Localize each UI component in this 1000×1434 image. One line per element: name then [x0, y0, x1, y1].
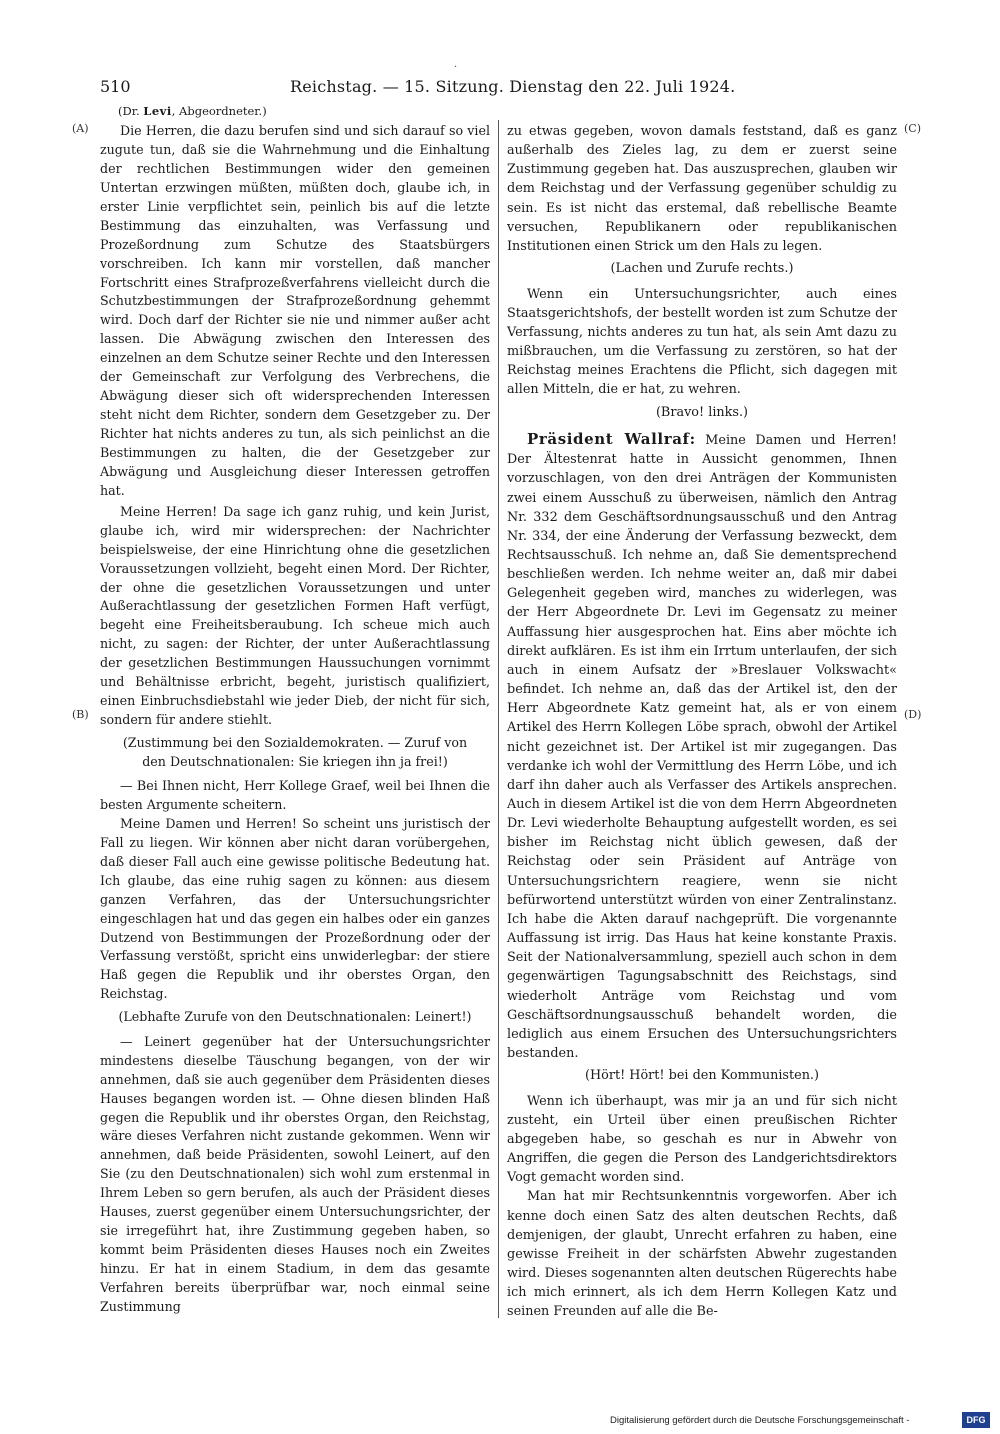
paragraph: Wenn ich überhaupt, was mir ja an und für sich nicht zusteht, ein Urteil über einen preußischen Richter abgegeben habe, so geschah es nur in Abwehr von Angriffen, die gegen die Person des Landgerichtsdirektors Vogt gemacht worden sind.	[507, 1093, 897, 1186]
running-title: Reichstag. — 15. Sitzung. Dienstag den 22. Juli 1924.	[290, 77, 736, 96]
scan-speck: ·	[454, 62, 458, 73]
continued-speaker-label	[118, 103, 267, 119]
interjection: (Lebhafte Zurufe von den Deutschnationalen: Leinert!)	[118, 1009, 472, 1025]
interjection: (Lachen und Zurufe rechts.)	[610, 261, 794, 277]
right-column	[507, 122, 897, 1322]
margin-marker-a: (A)	[72, 122, 89, 135]
interjection: (Hört! Hört! bei den Kommunisten.)	[584, 1068, 819, 1084]
paragraph: Die Herren, die dazu berufen sind und sich darauf so viel zugute tun, daß sie die Wahrnehmung und die Einhaltung der rechtlichen Bestimmungen wider den gemeinen Untertan erzwingen müßten, müßten doch, glaube ich, in erster Linie verpflichtet sein, peinlich bis auf die letzte Bestimmung das einzuhalten, was Verfassung und Prozeßordnung zum Schutze des Staatsbürgers vorschreiben. Ich kann mir vorstellen, daß mancher Fortschritt eines Strafprozeßverfahrens vielleicht durch die Schutzbestimmungen der Strafprozeßordnung gehemmt wird. Doch darf der Richter sie nie und nimmer außer acht lassen. Die Abwägung zwischen den Interessen des einzelnen an dem Schutze seiner Rechte und den Interessen der Gemeinschaft zur Verfolgung des Verbrechens, die Abwägung dieser sich oft widersprechenden Interessen steht nicht dem Richter, sondern dem Gesetzgeber zu. Der Richter hat nichts anderes zu tun, als sich peinlichst an die Bestimmungen zu halten, die der Gesetzgeber zur Abwägung und Ausgleichung dieser Interessen getroffen hat.	[100, 123, 490, 498]
paragraph: — Bei Ihnen nicht, Herr Kollege Graef, weil bei Ihnen die besten Argumente scheitern.	[100, 778, 490, 812]
page-number: 510	[100, 77, 131, 96]
paragraph: — Leinert gegenüber hat der Untersuchungsrichter mindestens dieselbe Täuschung begangen, von der wir annehmen, daß sie auch gegenüber dem Präsidenten dieses Hauses begangen worden ist. — Ohne diesen blinden Haß gegen die Republik und ihr oberstes Organ, den Reichstag, wäre dieses Verfahren nicht zustande gekommen. Wenn wir annehmen, daß beide Präsidenten, sowohl Leinert, auf den Sie (zu den Deutschnationalen) sich wohl zum erstenmal in Ihrem Leben so gern berufen, als auch der Präsident dieses Hauses, zuerst gegenüber einem Untersuchungsrichter, der sie irregeführt hat, ihre Zustimmung gegeben haben, so kommt beim Präsidenten dieses Hauses noch ein Zweites hinzu. Er hat in einem Stadium, in dem das gesamte Verfahren bereits überprüfbar war, noch einmal seine Zustimmung	[100, 1033, 490, 1314]
paragraph: Man hat mir Rechtsunkenntnis vorgeworfen. Aber ich kenne doch einen Satz des alten deutschen Rechts, daß demjenigen, der glaubt, Unrecht erfahren zu haben, eine gewisse Freiheit in der schärfsten Abwehr zugestanden wird. Dieses sogenannten alten deutschen Rügerechts habe ich mich erinnert, als ich dem Herrn Kollegen Katz und seinen Freunden auf alle die Be-	[507, 1189, 897, 1320]
speaker-prefix: (Dr.	[118, 104, 144, 118]
paragraph: Meine Herren! Da sage ich ganz ruhig, und kein Jurist, glaube ich, wird mir widersprechen: der Nachrichter beispielsweise, der eine Hinrichtung ohne die gesetzlichen Voraussetzungen vollzieht, begeht einen Mord. Der Richter, der ohne die gesetzlichen Voraussetzungen und unter Außerachtlassung der gesetzlichen Formen Haft verfügt, begeht eine Freiheitsberaubung. Ich scheue mich auch nicht, zu sagen: der Richter, der unter Außerachtlassung der gesetzlichen Bestimmungen Haussuchungen vornimmt und Behältnisse erbricht, begeht, juristisch qualifiziert, einen Einbruchsdiebstahl wie jeder Dieb, der nicht für sich, sondern für andere stiehlt.	[100, 503, 490, 728]
margin-marker-c: (C)	[904, 122, 921, 135]
speaker-suffix: , Abgeordneter.)	[171, 104, 267, 118]
speech-text: Meine Damen und Herren! Der Ältestenrat hatte in Aussicht genommen, Ihnen vorzuschlagen, von den drei Anträgen der Kommunisten zwei einem Ausschuß zu überweisen, nämlich den Antrag Nr. 332 dem Geschäftsordnungsausschuß und den Antrag Nr. 334, der eine Änderung der Verfassung bezweckt, dem Rechtsausschuß. Ich nehme an, daß Sie dementsprechend beschließen werden. Ich nehme weiter an, daß mir dabei Gelegenheit gegeben wird, manches zu widerlegen, was der Herr Abgeordnete Dr. Levi im Gegensatz zu meiner Auffassung hier ausgesprochen hat. Eins aber möchte ich direkt aufklären. Es ist ihm ein Irrtum unterlaufen, der sich auch in einem Aufsatz der »Breslauer Volkswacht« befindet. Ich nehme an, daß das der Artikel ist, den der Herr Abgeordnete Katz gemeint hat, als er von einem Artikel des Herrn Kollegen Löbe sprach, obwohl der Artikel nicht gezeichnet ist. Der Artikel ist mir zugegangen. Das verdanke ich wohl der Vermittlung des Herrn Löbe, und ich darf ihn daher auch als Verfasser des Artikels ansprechen. Auch in diesem Artikel ist die von dem Herrn Abgeordneten Dr. Levi wiederholte Behauptung aufgestellt worden, es sei bisher im Reichstag nicht üblich gewesen, daß der Reichstag oder sein Präsident auf Anträge von Untersuchungsrichtern reagiere, wenn sie nicht befürwortend unterstützt würden von einer Zentralinstanz. Ich habe die Akten darauf nachgeprüft. Die vorgenannte Auffassung ist irrig. Das Haus hat keine konstante Praxis. Seit der Nationalversammlung, speziell auch schon in dem gegenwärtigen Tagungsabschnitt des Reichstags, sind wiederholt Anträge vom Reichstag und vom Geschäftsordnungsausschuß behandelt worden, die lediglich aus einem Ersuchen des Untersuchungsrichters bestanden.	[507, 433, 897, 1062]
page-header	[100, 76, 902, 98]
column-divider	[498, 120, 499, 1318]
paragraph: zu etwas gegeben, wovon damals feststand, daß es ganz außerhalb des Zieles lag, zu dem er zuerst seine Zustimmung gegeben hat. Das auszusprechen, glauben wir dem Reichstag und der Verfassung gegenüber schuldig zu sein. Es ist nicht das erstemal, daß rebellische Beamte versuchen, Republikanern oder republikanischen Institutionen einen Strick um den Hals zu legen.	[507, 124, 897, 254]
paragraph: Wenn ein Untersuchungsrichter, auch eines Staatsgerichtshofs, der bestellt worden ist zum Schutze der Verfassung, nichts anderes zu tun hat, als sein Amt dazu zu mißbrauchen, um die Verfassung zu zerstören, so hat der Reichstag meines Erachtens die Pflicht, sich dagegen mit allen Mitteln, die er hat, zu wehren.	[507, 286, 897, 398]
speech-paragraph	[507, 430, 897, 1063]
digitization-credit: Digitalisierung gefördert durch die Deutsche Forschungsgemeinschaft -	[610, 1415, 910, 1426]
left-column	[100, 122, 490, 1322]
speaker-name: Präsident Wallraf:	[527, 430, 696, 449]
margin-marker-d: (D)	[904, 708, 922, 721]
margin-marker-b: (B)	[72, 708, 89, 721]
interjection: (Bravo! links.)	[655, 404, 749, 420]
interjection: (Zustimmung bei den Sozialdemokraten. — Zuruf von den Deutschnationalen: Sie kriegen ihn ja frei!)	[122, 735, 468, 769]
paragraph: Meine Damen und Herren! So scheint uns juristisch der Fall zu liegen. Wir können aber nicht daran vorübergehen, daß dieser Fall auch eine gewisse politische Bedeutung hat. Ich glaube, das eine ruhig sagen zu können: aus diesem ganzen Verfahren, das der Untersuchungsrichter eingeschlagen hat und das gegen ein halbes oder ein ganzes Dutzend von Bestimmungen der Prozeßordnung oder der Verfassung verstößt, spricht eins unwiderlegbar: der stiere Haß gegen die Republik und ihr oberstes Organ, den Reichstag.	[100, 815, 490, 1002]
dfg-logo: DFG	[962, 1412, 990, 1428]
speaker-name: Levi	[143, 104, 172, 118]
